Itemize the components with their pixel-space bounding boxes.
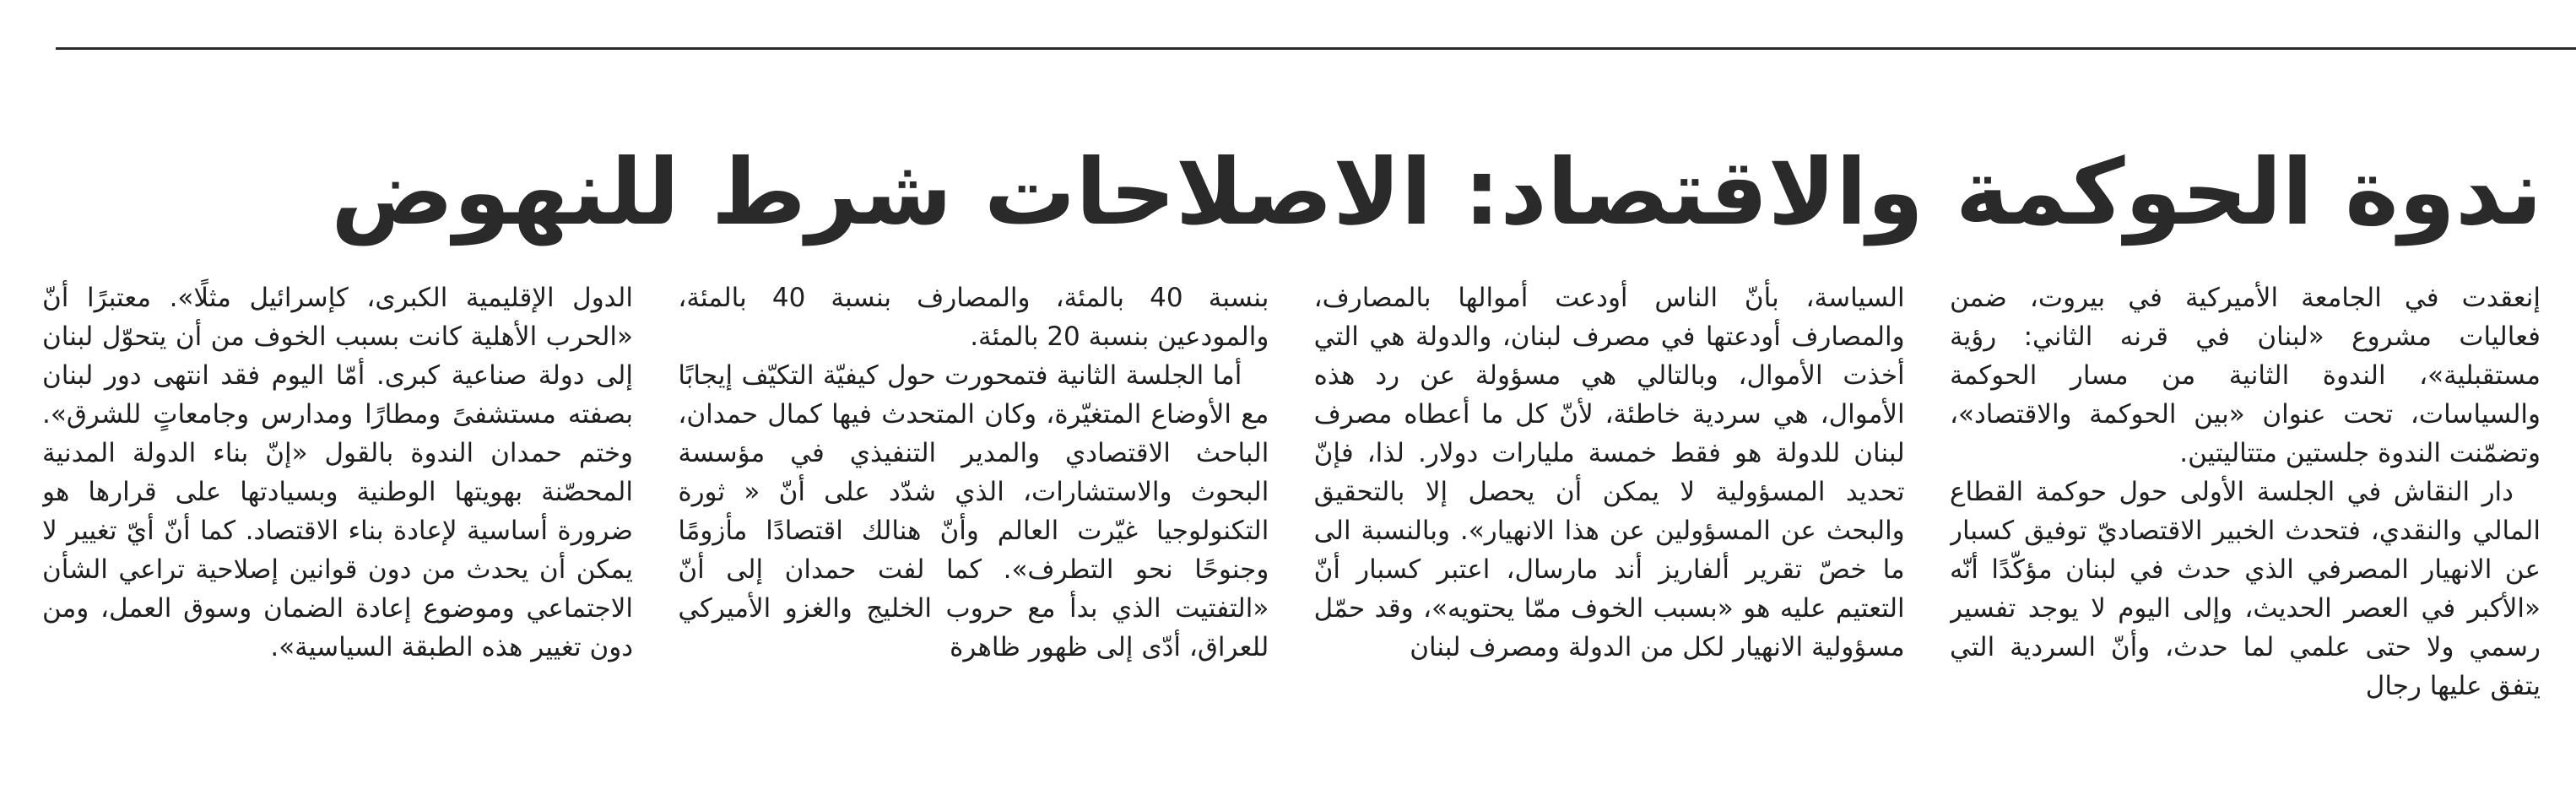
article-headline: ندوة الحوكمة والاقتصاد: الاصلاحات شرط للنهوض: [331, 140, 2542, 246]
paragraph: دار النقاش في الجلسة الأولى حول حوكمة القطاع المالي والنقدي، فتحدث الخبير الاقتصاديّ توفيق كسبار عن الانهيار المصرفي الذي حدث في لبنان مؤكّدًا أنّه «الأكبر في العصر الحديث، وإلى اليوم لا يوجد تفسير رسمي ولا حتى علمي لما حدث، وأنّ السردية التي يتفق عليها رجال: [1949, 477, 2541, 701]
paragraph: السياسة، بأنّ الناس أودعت أموالها بالمصارف، والمصارف أودعتها في مصرف لبنان، والدولة هي التي أخذت الأموال، وبالتالي هي مسؤولة عن رد هذه الأموال، هي سردية خاطئة، لأنّ كل ما أعطاه مصرف لبنان للدولة هو فقط خمسة مليارات دولار. لذا، فإنّ تحديد المسؤولية لا يمكن أن يحصل إلا بالتحقيق والبحث عن المسؤولين عن هذا الانهيار». وبالنسبة الى ما خصّ تقرير ألفاريز أند مارسال، اعتبر كسبار أنّ التعتيم عليه هو «بسبب الخوف ممّا يحتويه»، وقد حمّل مسؤولية الانهيار لكل من الدولة ومصرف لبنان: [1313, 283, 1905, 662]
paragraph: الدول الإقليمية الكبرى، كإسرائيل مثلًا». معتبرًا أنّ «الحرب الأهلية كانت بسبب الخوف من أن يتحوّل لبنان إلى دولة صناعية كبرى. أمّا اليوم فقد انتهى دور لبنان بصفته مستشفىً ومطارًا ومدارس وجامعاتٍ للشرق». وختم حمدان الندوة بالقول «إنّ بناء الدولة المدنية المحصّنة بهويتها الوطنية وبسيادتها على قرارها هو ضرورة أساسية لإعادة بناء الاقتصاد. كما أنّ أيّ تغيير لا يمكن أن يحدث من دون قوانين إصلاحية تراعي الشأن الاجتماعي وموضوع إعادة الضمان وسوق العمل، ومن دون تغيير هذه الطبقة السياسية».: [42, 283, 633, 662]
article-column-4: [42, 278, 633, 785]
paragraph: بنسبة 40 بالمئة، والمصارف بنسبة 40 بالمئة، والمودعين بنسبة 20 بالمئة.: [678, 283, 1269, 352]
article-column-3: [678, 278, 1269, 785]
top-rule: [56, 47, 2576, 50]
article-column-1: [1950, 278, 2541, 785]
article-column-2: [1314, 278, 1905, 785]
article-body: [42, 278, 2541, 785]
paragraph: أما الجلسة الثانية فتمحورت حول كيفيّة التكيّف إيجابًا مع الأوضاع المتغيّرة، وكان المتحدث فيها كمال حمدان، الباحث الاقتصادي والمدير التنفيذي في مؤسسة البحوث والاستشارات، الذي شدّد على أنّ « ثورة التكنولوجيا غيّرت العالم وأنّ هنالك اقتصادًا مأزومًا وجنوحًا نحو التطرف». كما لفت حمدان إلى أنّ «التفتيت الذي بدأ مع حروب الخليج والغزو الأميركي للعراق، أدّى إلى ظهور ظاهرة: [678, 360, 1269, 662]
paragraph: إنعقدت في الجامعة الأميركية في بيروت، ضمن فعاليات مشروع «لبنان في قرنه الثاني: رؤية مستقبلية»، الندوة الثانية من مسار الحوكمة والسياسات، تحت عنوان «بين الحوكمة والاقتصاد»، وتضمّنت الندوة جلستين متتاليتين.: [1949, 283, 2541, 468]
